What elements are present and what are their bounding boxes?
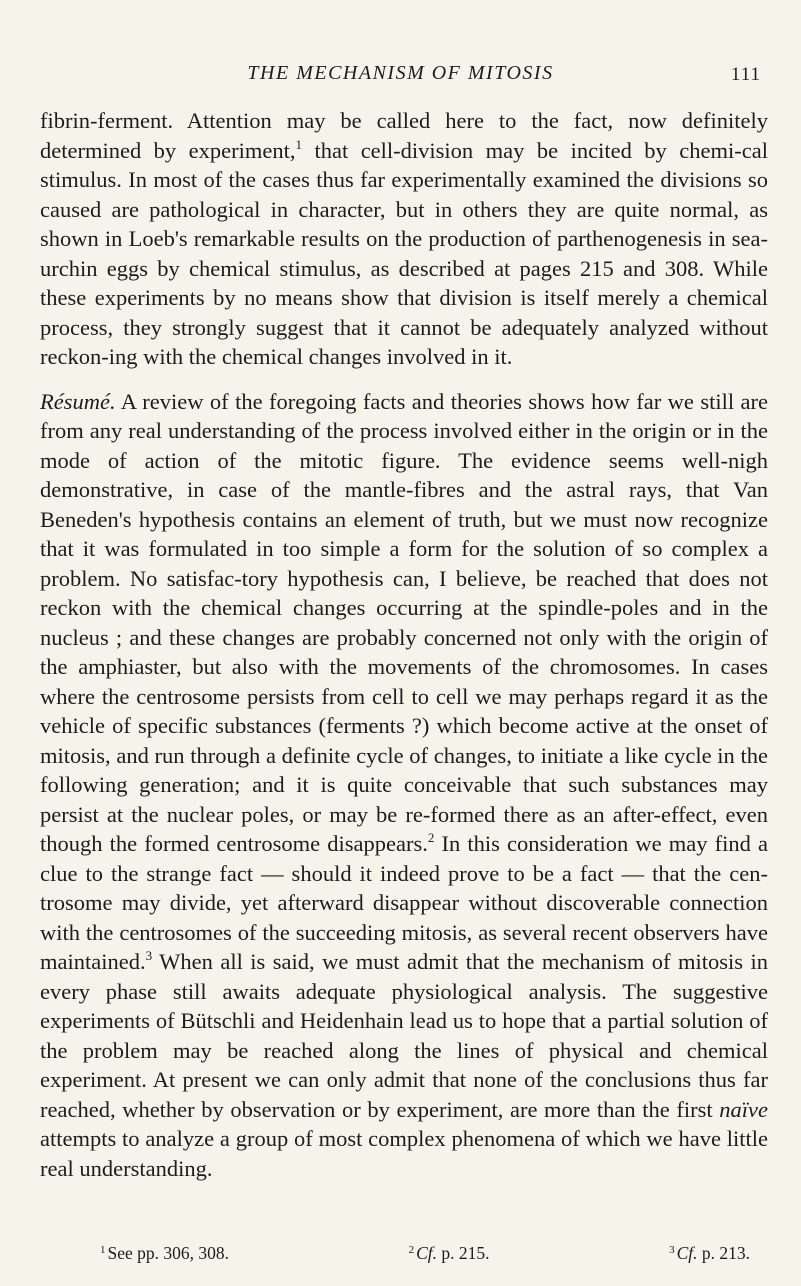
paragraph-2-text-b: In this consideration we may find a clue to the strange fact — should it indeed prove to be a fact — that the cen-trosome may divide, yet afterward disappear without discoverable connection with the centrosomes of the succeeding mitosis, as several recent observers have maintained. [40, 831, 769, 974]
footnote-3-cf: Cf. [676, 1243, 698, 1263]
footnote-1-marker: 1 [100, 1244, 106, 1256]
resume-heading: Résumé. [40, 388, 116, 414]
footnote-3-text: p. 213. [697, 1243, 750, 1263]
footnote-3 [669, 1243, 750, 1264]
page-number: 111 [730, 64, 761, 85]
footnote-1 [100, 1243, 229, 1264]
running-title: THE MECHANISM OF MITOSIS [247, 62, 554, 84]
paragraph-2-text-c: When all is said, we must admit that the mechanism of mitosis in every phase still awaits adequate physiological analysis. The suggestive experiments of Bütschli and Heidenhain lead us to hope that a partial solution of the problem may be reached along the lines of physical and chemical experiment. At present we can only admit that none of the conclusions thus far reached, whether by observation or by experiment, are more than the first [40, 949, 768, 1122]
footnote-ref-1: 1 [295, 136, 302, 152]
footnote-ref-3: 3 [145, 948, 153, 963]
naive-italic: naïve [719, 1096, 768, 1122]
paragraph-2-text-d: attempts to analyze a group of most complex phenomena of which we have little real understanding. [40, 1126, 768, 1181]
footnote-1-text: See pp. 306, 308. [107, 1243, 230, 1263]
footnotes [100, 1243, 750, 1264]
footnote-3-marker: 3 [669, 1244, 675, 1256]
paragraph-1-text-b: that cell-division may be incited by chemi-cal stimulus. In most of the cases thus far experimentally examined the divisions so caused are pathological in character, but in others they are quite normal, as shown in Loeb's remarkable results on the production of parthenogenesis in sea-urchin eggs by chemical stimulus, as described at pages 215 and 308. While these experiments by no means show that division is itself merely a chemical process, they strongly suggest that it cannot be adequately analyzed without reckon-ing with the chemical changes involved in it. [40, 137, 768, 369]
paragraph-2-text-a: A review of the foregoing facts and theories shows how far we still are from any real understanding of the process involved either in the origin or in the mode of action of the mitotic figure. The evidence seems well-nigh demonstrative, in case of the mantle-fibres and the astral rays, that Van Beneden's hypothesis contains an element of truth, but we must now recognize that it was formulated in too simple a form for the solution of so complex a problem. No satisfac-tory hypothesis can, I believe, be reached that does not reckon with the chemical changes occurring at the spindle-poles and in the nucleus ; and these changes are probably concerned not only with the origin of the amphiaster, but also with the movements of the chromosomes. In cases where the centrosome persists from cell to cell we may perhaps regard it as the vehicle of specific substances (ferments ?) which become active at the onset of mitosis, and run through a definite cycle of changes, to initiate a like cycle in the following generation; and it is quite conceivable that such substances may persist at the nuclear poles, or may be re-formed there as an after-effect, even though the formed centrosome disappears. [40, 388, 768, 856]
paragraph-1-text-a: fibrin-ferment. Attention may be called here to the fact, now definitely determined by experiment, [40, 108, 768, 163]
paragraph-1 [40, 106, 768, 372]
page-header [0, 62, 801, 94]
footnote-2 [409, 1243, 490, 1264]
footnote-2-text: p. 215. [437, 1243, 490, 1263]
footnote-2-cf: Cf. [416, 1243, 438, 1263]
footnote-2-marker: 2 [408, 1244, 415, 1256]
paragraph-2 [40, 387, 768, 1184]
footnote-ref-2: 2 [427, 830, 435, 845]
body-text [40, 106, 768, 1183]
